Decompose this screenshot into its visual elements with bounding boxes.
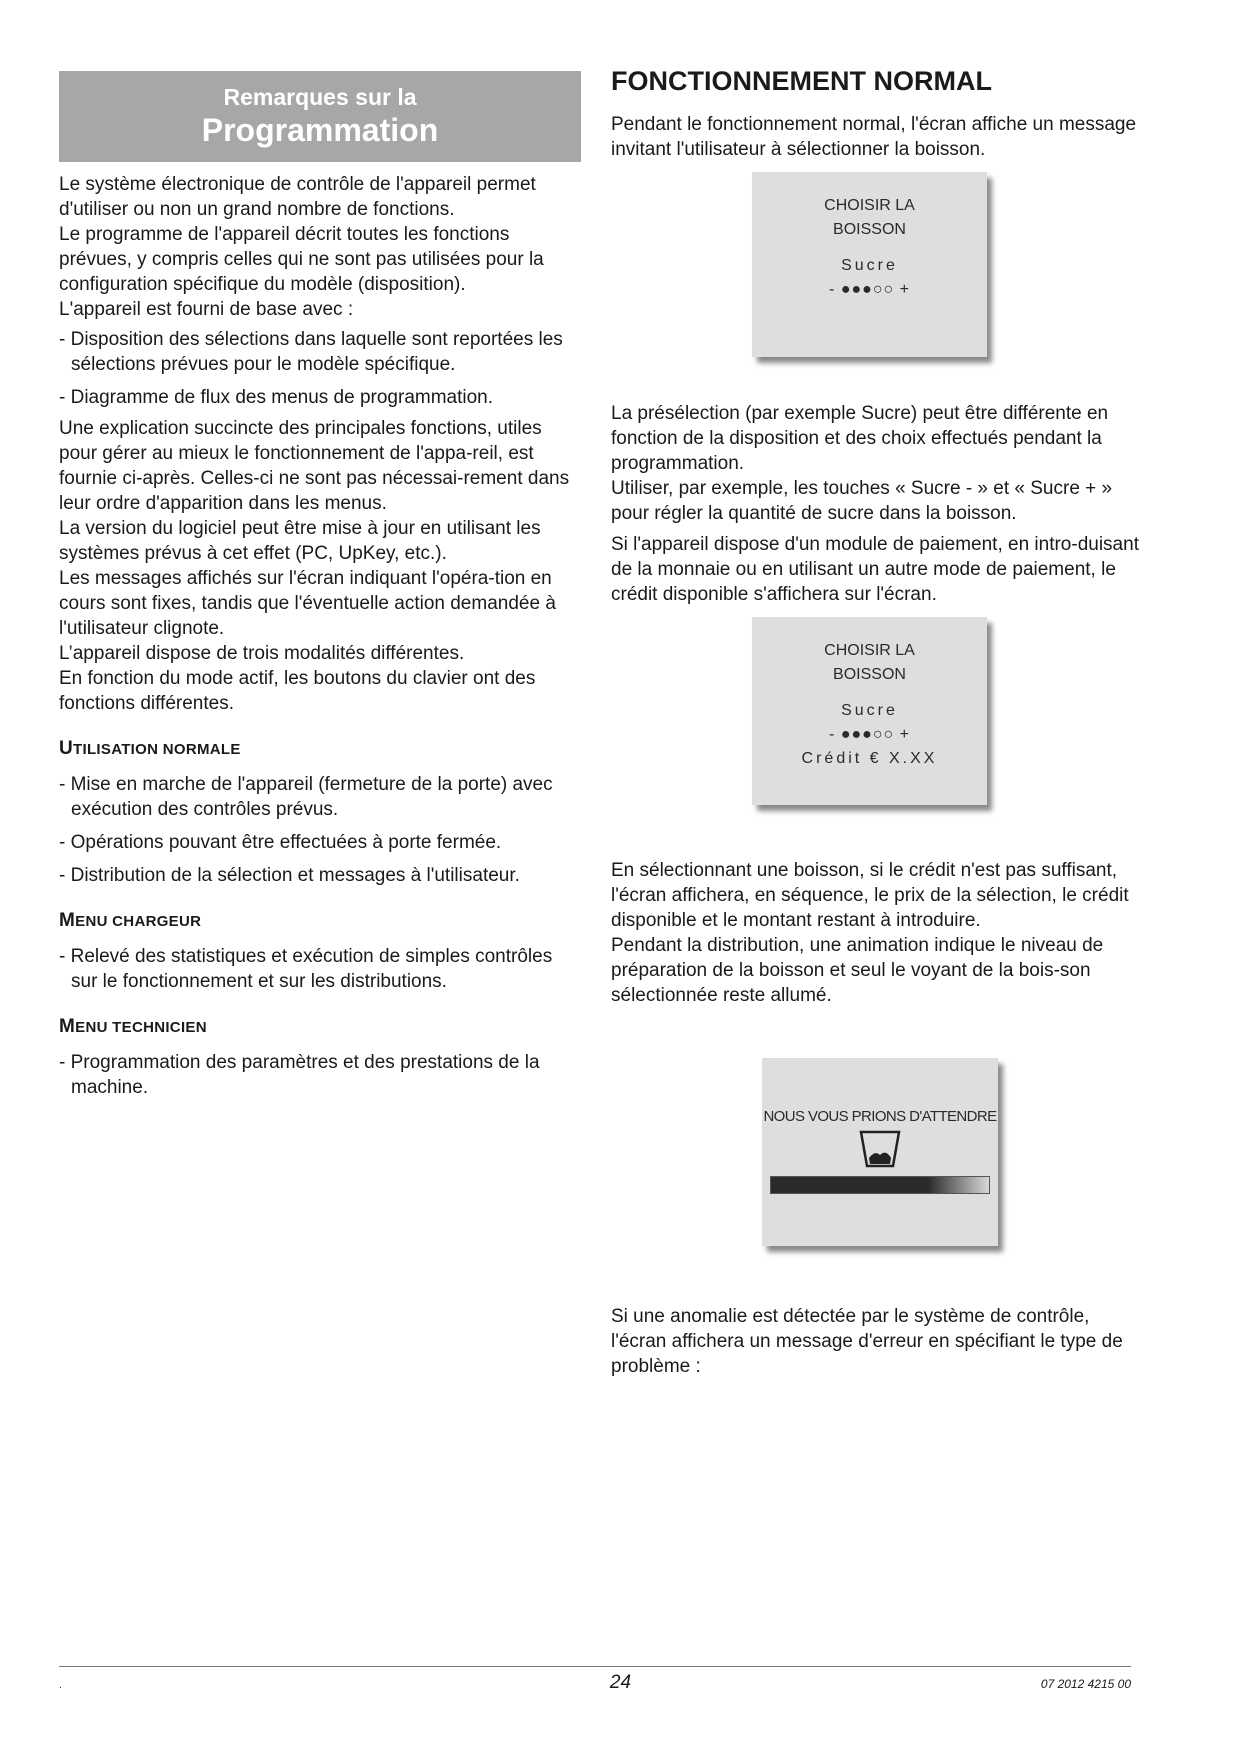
body-paragraph: La présélection (par exemple Sucre) peut être différente en fonction de la disposition et des choix effectués pendant la programmation.	[611, 403, 1109, 474]
body-paragraph: Une explication succincte des principales fonctions, utiles pour gérer au mieux le fonctionnement de l'appa-reil, est fournie ci-après. Celles-ci ne sont pas nécessai-rement dans leur ordre d'apparition dans les menus.	[59, 418, 570, 514]
footer-mark: .	[59, 1680, 62, 1691]
footer-divider	[59, 1666, 1131, 1667]
cup-icon	[855, 1128, 905, 1170]
list-item: - Relevé des statistiques et exécution de simples contrôles sur le fonctionnement et sur les distributions.	[59, 946, 553, 992]
body-paragraph: L’appareil dispose de trois modalités différentes.	[59, 643, 465, 664]
body-paragraph: Pendant le fonctionnement normal, l'écran affiche un message invitant l'utilisateur à sélectionner la boisson.	[611, 114, 1137, 160]
lcd-display-wait	[762, 1058, 998, 1246]
intro-paragraph: Le système électronique de contrôle de l'appareil permet d'utiliser ou non un grand nombre de fonctions.	[59, 174, 536, 220]
lcd-line: BOISSON	[833, 666, 906, 683]
lcd-line: CHOISIR LA	[824, 642, 915, 659]
list-item: - Distribution de la sélection et messages à l'utilisateur.	[59, 865, 520, 886]
sugar-level-indicator: - ●●●○○ +	[829, 726, 910, 743]
body-paragraph: Utiliser, par exemple, les touches « Sucre - » et « Sucre + » pour régler la quantité de sucre dans la boisson.	[611, 478, 1113, 524]
subheading-menu-chargeur: MENU CHARGEUR	[59, 910, 202, 931]
right-column	[611, 64, 1141, 162]
body-paragraph: Si une anomalie est détectée par le système de contrôle, l'écran affichera un message d'erreur en spécifiant le type de problème :	[611, 1306, 1123, 1377]
section-title: FONCTIONNEMENT NORMAL	[611, 66, 992, 96]
intro-paragraph: Le programme de l'appareil décrit toutes les fonctions prévues, y compris celles qui ne sont pas utilisées pour la configuration spécifique du modèle (disposition).	[59, 224, 544, 295]
lcd-line: Sucre	[841, 257, 898, 274]
intro-paragraph: L'appareil est fourni de base avec :	[59, 299, 354, 320]
list-item: - Programmation des paramètres et des prestations de la machine.	[59, 1052, 540, 1098]
list-item: - Disposition des sélections dans laquelle sont reportées les sélections prévues pour le modèle spécifique.	[59, 329, 563, 375]
lcd-line: BOISSON	[833, 221, 906, 238]
credit-readout: Crédit € X.XX	[801, 750, 938, 767]
body-paragraph: La version du logiciel peut être mise à jour en utilisant les systèmes prévus à cet effet (PC, UpKey, etc.).	[59, 518, 541, 564]
list-item: - Mise en marche de l'appareil (fermeture de la porte) avec exécution des contrôles prévus.	[59, 774, 553, 820]
body-paragraph: Si l'appareil dispose d'un module de paiement, en intro-duisant de la monnaie ou en utilisant un autre mode de paiement, le crédit disponible s'affichera sur l'écran.	[611, 534, 1139, 605]
lcd-line: NOUS VOUS PRIONS D'ATTENDRE	[763, 1108, 997, 1125]
header-title: Programmation	[201, 112, 439, 148]
left-column	[59, 71, 581, 1100]
body-paragraph: Pendant la distribution, une animation indique le niveau de préparation de la boisson et seul le voyant de la bois-son sélectionnée reste allumé.	[611, 935, 1104, 1006]
lcd-display-select	[752, 172, 987, 357]
body-paragraph: Les messages affichés sur l'écran indiquant l'opéra-tion en cours sont fixes, tandis que l'éventuelle action demandée à l'utilisateur clignote.	[59, 568, 556, 639]
list-item: - Opérations pouvant être effectuées à porte fermée.	[59, 832, 502, 853]
body-paragraph: En sélectionnant une boisson, si le crédit n'est pas suffisant, l'écran affichera, en séquence, le prix de la sélection, le crédit disponible et le montant restant à introduire.	[611, 860, 1129, 931]
section-header	[59, 71, 581, 162]
page-number: 24	[609, 1672, 632, 1693]
lcd-line: CHOISIR LA	[824, 197, 915, 214]
subheading-utilisation: UTILISATION NORMALE	[59, 738, 241, 759]
document-number: 07 2012 4215 00	[1040, 1677, 1131, 1691]
lcd-display-credit	[752, 617, 987, 805]
lcd-line: Sucre	[841, 702, 898, 719]
subheading-menu-technicien: MENU TECHNICIEN	[59, 1016, 207, 1037]
list-item: - Diagramme de flux des menus de programmation.	[59, 387, 494, 408]
body-paragraph: En fonction du mode actif, les boutons du clavier ont des fonctions différentes.	[59, 668, 536, 714]
sugar-level-indicator: - ●●●○○ +	[829, 281, 910, 298]
header-line1: Remarques sur la	[223, 84, 417, 110]
progress-bar	[770, 1176, 990, 1194]
